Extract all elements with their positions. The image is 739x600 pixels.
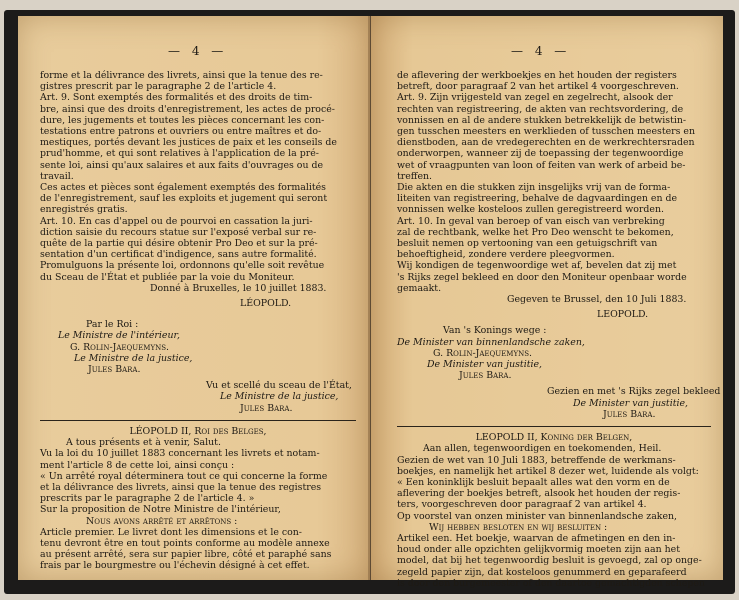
text-line: Vu la loi du 10 juillet 1883 concernant les livrets et notam- [40,448,320,460]
text-line: Art. 9. Zijn vrijgesteld van zegel en zegelrecht, alsook der [397,92,673,104]
text-line: « Un arrêté royal déterminera tout ce qui concerne la forme [40,470,328,482]
text-line: zegeld papier zijn, dat kosteloos genummerd en geparafeerd [397,566,687,578]
van-s-konings: Van 's Konings wege : [443,325,547,337]
text-line: prescrits par le paragraphe 2 de l'article 4. » [40,493,255,505]
text-line: Art. 10. In geval van beroep of van eisch van verbreking [397,215,665,227]
minister-title: Le Ministre de la justice, [74,352,193,364]
text-line: tenu devront être en tout points conforme au modèle annexe [40,537,330,549]
text-line: Artikel een. Het boekje, waarvan de afmetingen en den in- [397,532,676,544]
text-line: besluit nemen op vertooning van een getuigschrift van [397,238,658,250]
text-line: sente loi, ainsi qu'aux salaires et aux faits d'ouvrages ou de [40,159,324,171]
left-page [18,16,370,580]
text-line: rechten van registreering, de akten van rechtsvordering, de [397,103,684,115]
text-line: Ces actes et pièces sont également exemptés des formalités [40,182,326,194]
decree-text [397,455,711,522]
text-line: model, dat bij het tegenwoordig besluit is gevoegd, zal op onge- [397,555,702,567]
text-line: diction saisie du recours statue sur l'exposé verbal sur re- [40,226,317,238]
text-line: de aflevering der werkboekjes en het houden der registers [397,70,677,81]
right-page [371,16,723,589]
text-line: frais par le bourgmestre ou l'échevin désigné à cet effet. [40,560,310,572]
minister-title: De Minister van justitie, [573,397,688,409]
article-text [397,533,711,589]
decree-heading: LÉOPOLD II, Roi des Belges, [129,425,267,437]
text-line: liteiten van registreering, behalve de dagvaardingen en de [397,193,678,205]
text-line: et la délivrance des livrets, ainsi que la tenue des registres [40,481,322,493]
minister-name: Jules Bara. [240,402,293,414]
text-line: sentation d'un certificat d'indigence, sans autre formalité. [40,249,317,261]
text-line: treffen. [397,170,433,182]
left-text-block [40,70,356,283]
minister-title: Le Ministre de la justice, [220,391,339,403]
text-line: aflevering der boekjes betreft, alsook het houden der regis- [397,488,681,500]
text-line: gen tusschen meesters en werklieden of tusschen meesters en [397,126,695,138]
signer: LÉOPOLD. [240,298,292,310]
minister-name: Jules Bara. [88,364,141,376]
text-line: travail. [40,170,74,182]
article-text [40,527,356,572]
section-rule [397,426,711,427]
decree-salute: A tous présents et à venir, Salut. [66,437,221,449]
minister-name: Jules Bara. [603,408,656,420]
minister-title: De Minister van binnenlandsche zaken, [397,336,585,348]
text-line: ters, voorgeschreven door paragraaf 2 van artikel 4. [397,499,647,511]
text-line: Op voorstel van onzen minister van binnenlandsche zaken, [397,510,678,522]
minister-title: Le Ministre de l'intérieur, [58,330,180,342]
decree-decision: Nous avons arrêté et arrêtons : [86,515,238,527]
text-line: bre, ainsi que des droits d'enregistrement, les actes de procé- [40,103,335,115]
text-line: du Sceau de l'État et publiée par la voie du Moniteur. [40,271,295,283]
text-line: behoeftigheid, zondere verdere pleegvormen. [397,249,615,261]
text-line: « Een koninklijk besluit bepaalt alles wat den vorm en de [397,476,670,488]
text-line: enregistrés gratis. [40,204,128,216]
decree-heading: LEOPOLD II, Koning der Belgen, [475,432,633,444]
text-line: is door den burgemeester of den daartoe gemachtigden schepen [397,577,705,589]
text-line: vonnissen en al de andere stukken betrekkelijk de betwistin- [397,114,687,126]
text-line: quête de la partie qui désire obtenir Pro Deo et sur la pré- [40,238,318,250]
text-line: 's Rijks zegel bekleed en door den Moniteur openbaar worde [397,271,687,283]
text-line: wet of vraagpunten van loon of feiten van werk of arbeid be- [397,159,686,171]
text-line: prud'homme, et qui sont relatives à l'application de la pré- [40,148,319,160]
text-line: Wij kondigen de tegenwoordige wet af, bevelen dat zij met [397,260,677,272]
text-line: Sur la proposition de Notre Ministre de l'intérieur, [40,504,281,516]
text-line: Gezien de wet van 10 Juli 1883, betreffende de werkmans- [397,454,676,466]
text-line: gemaakt. [397,282,442,294]
text-line: Die akten en die stukken zijn insgelijks vrij van de forma- [397,182,671,194]
text-line: forme et la délivrance des livrets, ainsi que la tenue des re- [40,70,323,81]
text-line: dienstboden, aan de vredegerechten en de werkrechtersraden [397,137,695,149]
seal-line: Vu et scellé du sceau de l'État, [206,380,352,392]
text-line: mestiques, portés devant les justices de paix et les conseils de [40,137,337,149]
left-page-body [40,70,356,572]
text-line: zal de rechtbank, welke het Pro Deo wenscht te bekomen, [397,226,674,238]
text-line: Art. 9. Sont exemptés des formalités et des droits de tim- [40,92,313,104]
decree-salute: Aan allen, tegenwoordigen en toekomenden, Heil. [423,443,662,455]
right-page-body [397,70,721,589]
dated-line: Donné à Bruxelles, le 10 juillet 1883. [150,282,327,294]
decree-decision: Wij hebben besloten en wij besluiten : [429,521,608,533]
text-line: dure, les jugements et toutes les pièces concernant les con- [40,114,325,126]
text-line: vonnissen welke kosteloos zullen geregistreerd worden. [397,204,664,216]
page-number: — 4 — [168,44,228,58]
dated-line: Gegeven te Brussel, den 10 Juli 1883. [507,294,687,306]
minister-name: Jules Bara. [459,370,512,382]
minister-name: G. Rolin-Jaequemyns. [433,347,532,359]
text-line: Art. 10. En cas d'appel ou de pourvoi en cassation la juri- [40,215,313,227]
text-line: Promulguons la présente loi, ordonnons qu'elle soit revêtue [40,260,325,272]
page-number: — 4 — [511,44,571,58]
right-text-block [397,70,711,294]
text-line: onderworpen, wanneer zij de toepassing der tegenwoordige [397,148,684,160]
minister-title: De Minister van justitie, [427,359,542,371]
text-line: au présent arrêté, sera sur papier libre, côté et paraphé sans [40,549,332,561]
text-line: ment l'article 8 de cette loi, ainsi conçu : [40,459,235,471]
signer: LEOPOLD. [597,309,649,321]
text-line: boekjes, en namelijk het artikel 8 dezer wet, luidende als volgt: [397,465,699,477]
minister-name: G. Rolin-Jaequemyns. [70,341,169,353]
par-le-roi: Par le Roi : [86,319,139,331]
text-line: Article premier. Le livret dont les dimensions et le con- [40,526,302,538]
text-line: betreft, door paragraaf 2 van het artikel 4 voorgeschreven. [397,81,679,93]
seal-line: Gezien en met 's Rijks zegel bekleed [547,386,721,398]
text-line: de l'enregistrement, sauf les exploits et jugement qui seront [40,193,328,205]
decree-text [40,448,356,515]
text-line: testations entre patrons et ouvriers ou entre maîtres et do- [40,126,322,138]
text-line: houd onder alle opzichten gelijkvormig moeten zijn aan het [397,544,680,556]
text-line: gistres prescrit par le paragraphe 2 de l'article 4. [40,81,277,93]
section-rule [40,420,356,421]
